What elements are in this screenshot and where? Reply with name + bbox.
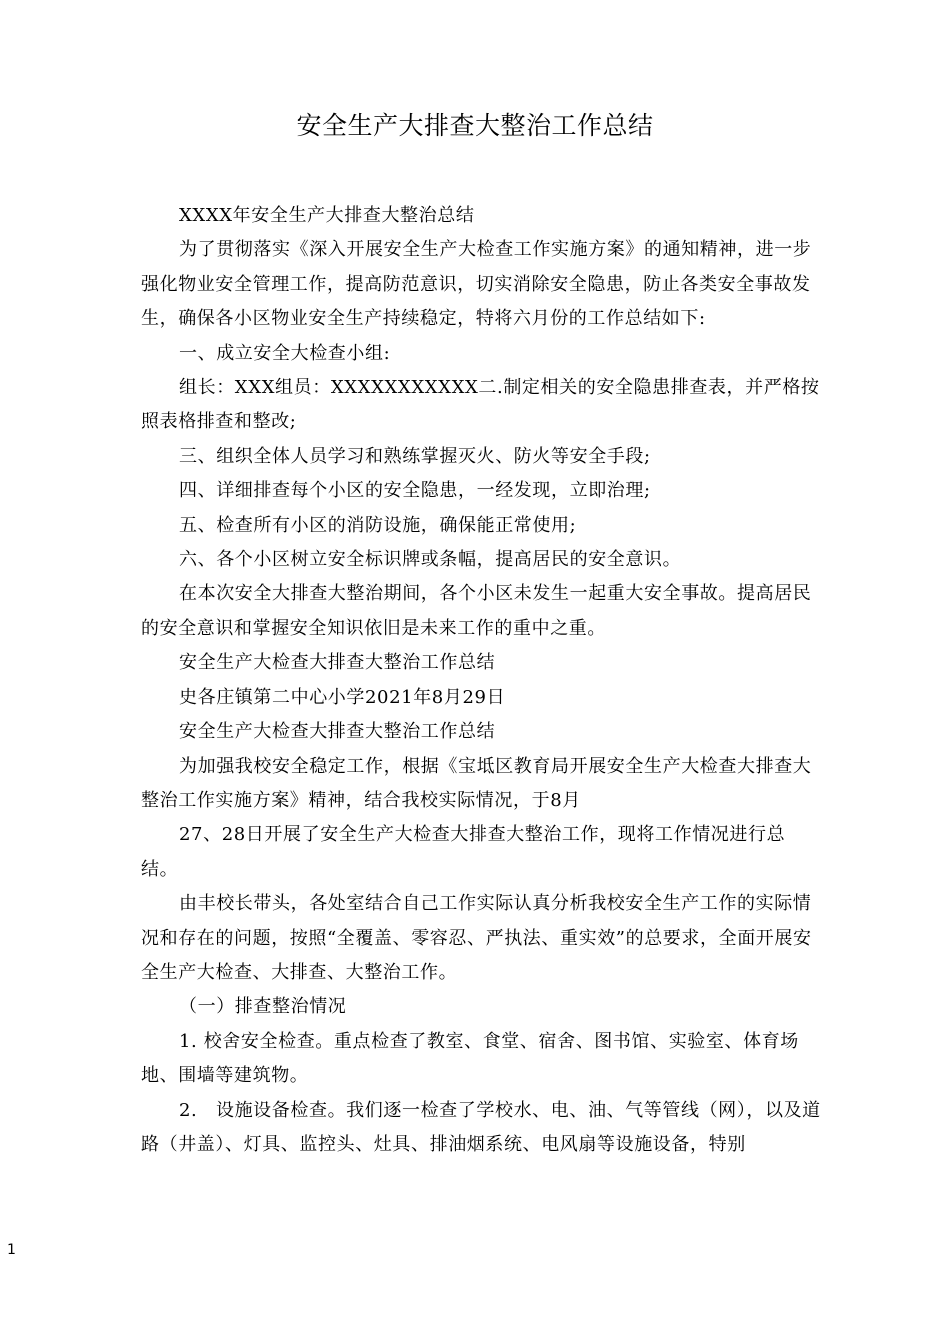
list-item: 2. 设施设备检查。我们逐一检查了学校水、电、油、气等管线（网），以及道路（井盖）、灯具、监控头、灶具、排油烟系统、电风扇等设施设备，特别 <box>141 1099 821 1155</box>
page-number: 1 <box>7 1242 16 1258</box>
list-item: 四、详细排查每个小区的安全隐患，一经发现，立即治理; <box>179 480 651 502</box>
list-item: 一、成立安全大检查小组: <box>179 342 391 364</box>
body-paragraph: 为加强我校安全稳定工作，根据《宝坻区教育局开展安全生产大检查大排查大整治工作实施方案》精神，结合我校实际情况，于8月 <box>141 755 812 811</box>
section-heading: 安全生产大检查大排查大整治工作总结 <box>179 652 496 674</box>
list-item: 六、各个小区树立安全标识牌或条幅，提高居民的安全意识。 <box>179 549 682 571</box>
section-heading: XXXX年安全生产大排查大整治总结 <box>179 205 475 226</box>
subsection-heading: （一）排查整治情况 <box>179 996 347 1018</box>
body-paragraph: 由丰校长带头，各处室结合自己工作实际认真分析我校安全生产工作的实际情况和存在的问题，按照“全覆盖、零容忍、严执法、重实效”的总要求，全面开展安全生产大检查、大排查、大整治工作。 <box>141 893 812 983</box>
list-item: 五、检查所有小区的消防设施，确保能正常使用; <box>179 514 577 536</box>
body-paragraph: 为了贯彻落实《深入开展安全生产大检查工作实施方案》的通知精神，进一步强化物业安全管理工作，提高防范意识，切实消除安全隐患，防止各类安全事故发生，确保各小区物业安全生产持续稳定，特将六月份的工作总结如下: <box>141 239 812 330</box>
body-paragraph: 在本次安全大排查大整治期间，各个小区未发生一起重大安全事故。提高居民的安全意识和掌握安全知识依旧是未来工作的重中之重。 <box>141 583 812 639</box>
author-date-line: 史各庄镇第二中心小学2021年8月29日 <box>179 686 506 708</box>
list-item: 三、组织全体人员学习和熟练掌握灭火、防火等安全手段; <box>179 445 651 467</box>
body-paragraph: 27、28日开展了安全生产大检查大排查大整治工作，现将工作情况进行总结。 <box>141 824 786 880</box>
document-title: 安全生产大排查大整治工作总结 <box>296 111 654 140</box>
list-item: 组长：XXX组员：XXXXXXXXXXX二.制定相关的安全隐患排查表，并严格按照表格排查和整改; <box>141 377 820 433</box>
section-heading: 安全生产大检查大排查大整治工作总结 <box>179 721 496 743</box>
list-item: 1. 校舍安全检查。重点检查了教室、食堂、宿舍、图书馆、实验室、体育场地、围墙等建筑物。 <box>141 1030 799 1087</box>
document-body <box>141 199 821 1162</box>
